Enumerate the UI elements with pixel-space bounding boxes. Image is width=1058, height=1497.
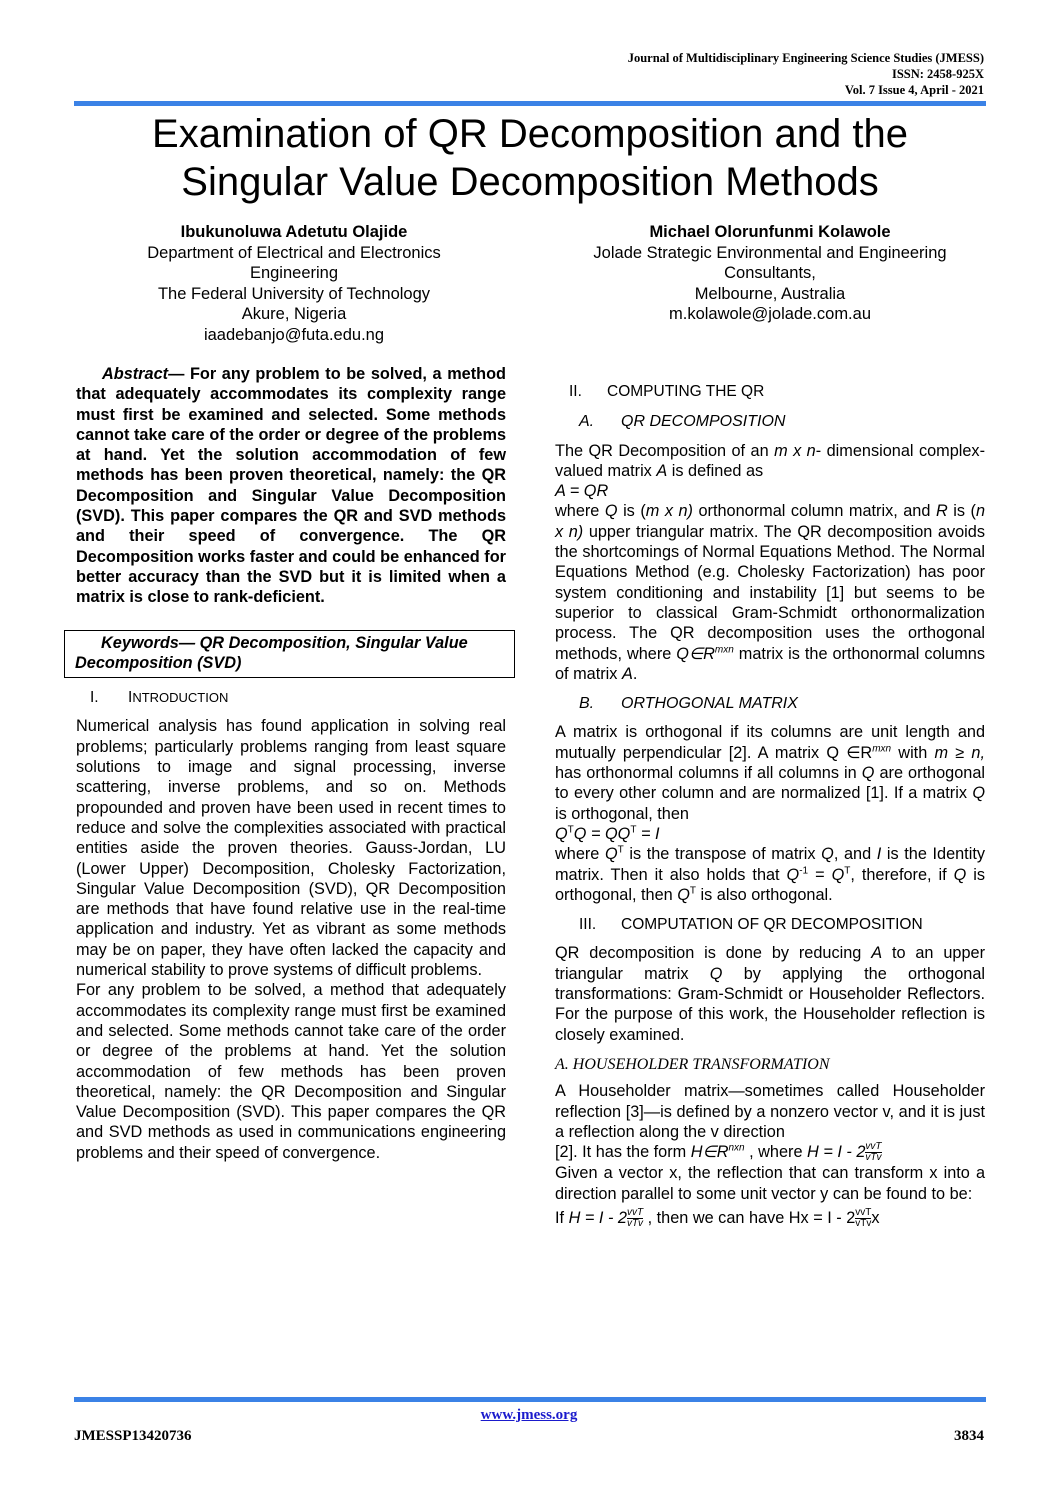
- text-run: x: [871, 1208, 880, 1227]
- fraction-numerator: vvT: [865, 1141, 882, 1153]
- qr-paragraph-1: [555, 441, 985, 482]
- text-run: If: [555, 1208, 569, 1227]
- section-title-initial: I: [128, 689, 133, 707]
- math-run: H = I - 2: [807, 1143, 866, 1162]
- qr-paragraph-2: [555, 501, 985, 684]
- text-run: is (: [947, 502, 976, 521]
- orthogonal-equation: $Q^TQ = QQ^T = I$: [555, 824, 660, 843]
- orthogonal-paragraph-1: [555, 722, 985, 823]
- text-run: is orthogonal, then: [555, 804, 689, 823]
- intro-paragraph-1: Numerical analysis has found application in solving real problems; particularly problems ranging from least square solutions to image and signal processing, inverse scattering, inverse problems, and so on. Methods propounded and proven have been used in recent times to reduce and solve the complexities associated with practical entities aside the proven theories. Gauss-Jordan, LU (Lower Upper) Decomposition, Cholesky Factorization, Singular Value Decomposition (SVD), QR Decomposition are methods that have found relative use in the real-time application and industry. Yet as vibrant as some methods may be on paper, they have often lacked the capacity and numerical stability to prove systems of difficult problems.: [76, 717, 506, 980]
- subsection-title: HOUSEHOLDER TRANSFORMATION: [572, 1055, 830, 1073]
- text-run: where: [555, 845, 605, 864]
- fraction-numerator: vvT: [855, 1207, 872, 1219]
- math-run: H = I - 2: [568, 1208, 627, 1227]
- subsection-heading-qr-decomposition: [555, 412, 985, 432]
- title-line-1: Examination of QR Decomposition and the: [152, 112, 908, 156]
- keywords-text: — QR Decomposition, Singular Value Decomposition (SVD): [75, 633, 468, 672]
- author-affiliation-line: The Federal University of Technology: [157, 284, 431, 303]
- math-run: R: [935, 502, 948, 521]
- footer-page-number: 3834: [954, 1428, 984, 1444]
- math-run: Q: [604, 845, 618, 864]
- subsection-heading-householder: [555, 1055, 985, 1075]
- text-run: [2]. It has the form: [555, 1143, 691, 1162]
- math-run: Q: [861, 764, 875, 783]
- householder-form-line: [555, 1142, 985, 1163]
- abstract: [76, 364, 506, 608]
- section-heading-computing-qr: [555, 382, 985, 402]
- math-run: Q∈R: [676, 644, 715, 663]
- qr-equation: [555, 481, 985, 501]
- math-run: m ≥ n,: [934, 743, 985, 762]
- subsection-number: A.: [579, 413, 595, 431]
- math-sup: T: [689, 885, 696, 897]
- fraction-denominator: vTv: [626, 1218, 644, 1230]
- text-run: QR decomposition is done by reducing: [555, 944, 872, 963]
- text-run: where: [555, 502, 605, 521]
- section-heading-computation-qr: [555, 915, 985, 935]
- section-title: COMPUTATION OF QR DECOMPOSITION: [621, 916, 923, 934]
- header-rule: [74, 101, 986, 106]
- author-affiliation-line: Department of Electrical and Electronics: [147, 243, 441, 262]
- math-sup: nxn: [728, 1142, 745, 1154]
- journal-name: Journal of Multidisciplinary Engineering Science Studies (JMESS): [627, 51, 984, 65]
- section-title-rest: NTRODUCTION: [132, 690, 229, 706]
- math-run: A = QR: [555, 482, 609, 501]
- math-run: Q: [953, 865, 967, 884]
- author-affiliation-line: Melbourne, Australia: [694, 284, 846, 303]
- math-run: Q: [709, 964, 723, 983]
- math-sup: T: [844, 865, 851, 877]
- math-sup: -1: [799, 865, 809, 877]
- left-column: [76, 364, 506, 1163]
- math-run: I: [876, 845, 882, 864]
- math-run: Q: [604, 502, 618, 521]
- text-run: is the Identity matrix. Then it also holds that: [555, 845, 985, 884]
- text-run: with: [891, 743, 935, 762]
- footer-url-link[interactable]: www.jmess.org: [480, 1407, 578, 1423]
- math-sup: mxn: [872, 743, 892, 755]
- section-number: I.: [90, 689, 99, 707]
- section-number: II.: [569, 383, 582, 400]
- text-run: is defined as: [667, 461, 764, 480]
- author-name: Ibukunoluwa Adetutu Olajide: [180, 223, 408, 241]
- math-run: A: [871, 944, 883, 963]
- math-run: A: [656, 461, 668, 480]
- author-email: iaadebanjo@futa.edu.ng: [203, 325, 385, 344]
- math-sup: mxn: [714, 644, 734, 656]
- text-run: upper triangular matrix. The QR decomposition avoids the shortcomings of Normal Equations Method. The Normal Equations Method (e.g. Cholesky Factorization) has poor system conditioning and instability [1] but seems to be superior to classical Gram-Schmidt orthonormalization process. The QR decomposition uses the orthogonal methods, where: [555, 522, 985, 663]
- text-run: , and: [833, 845, 877, 864]
- journal-volume: Vol. 7 Issue 4, April - 2021: [844, 83, 984, 97]
- text-run: - dimensional complex-valued matrix: [555, 441, 985, 480]
- author-block-1: [94, 222, 494, 345]
- math-run: n x n): [555, 502, 985, 541]
- householder-reflection-line: [555, 1208, 985, 1229]
- text-run: =: [808, 865, 832, 884]
- text-run: are orthogonal to every other column and are normalized [1]. If a matrix: [555, 764, 985, 803]
- fraction-numerator: vvT: [626, 1207, 644, 1219]
- text-run: is (: [617, 502, 646, 521]
- journal-issn: ISSN: 2458-925X: [891, 67, 984, 81]
- keywords-box: [64, 630, 515, 679]
- text-run: is the transpose of matrix: [623, 845, 822, 864]
- householder-paragraph-2: Given a vector x, the reflection that can transform x into a direction parallel to some unit vector y can be found to be:: [555, 1164, 985, 1203]
- text-run: to an upper triangular matrix: [555, 944, 985, 983]
- text-run: matrix is the orthonormal columns of matrix: [555, 644, 985, 683]
- subsection-title: QR DECOMPOSITION: [621, 413, 786, 431]
- footer-rule: [74, 1397, 986, 1402]
- fraction: [627, 1208, 643, 1229]
- text-run: , therefore, if: [850, 865, 954, 884]
- author-affiliation-line: Jolade Strategic Environmental and Engineering: [593, 243, 947, 262]
- paper-title: [74, 110, 986, 206]
- fraction-denominator: vTv: [865, 1152, 882, 1164]
- fraction: [855, 1208, 871, 1229]
- subsection-title: ORTHOGONAL MATRIX: [621, 695, 798, 713]
- math-sup: T: [630, 824, 637, 836]
- intro-paragraph-2: For any problem to be solved, a method that adequately accommodates its complexity range must first be examined and selected. Some methods cannot take care of the order or degree of the problems at hand. Yet the solution accommodation of few methods has been proven theoretical, namely: the QR Decomposition and Singular Value Decomposition (SVD). This paper compares the QR and SVD methods as used in communications engineering problems and their speed of convergence.: [76, 981, 506, 1162]
- author-affiliation-line: Engineering: [249, 264, 339, 282]
- text-run: , then we can have Hx = I - 2: [643, 1208, 856, 1227]
- fraction: [865, 1142, 881, 1163]
- fraction-denominator: vTv: [855, 1218, 872, 1230]
- right-column: [555, 372, 985, 1229]
- author-block-2: [570, 222, 970, 325]
- author-affiliation-line: Consultants,: [724, 264, 816, 282]
- math-run: Q: [821, 845, 834, 864]
- text-run: is also orthogonal.: [696, 885, 833, 904]
- math-sup: T: [567, 824, 574, 836]
- math-sup: T: [617, 844, 624, 856]
- subsection-number: A.: [555, 1055, 569, 1073]
- text-run: has orthonormal columns if all columns in: [555, 764, 862, 783]
- author-email: m.kolawole@jolade.com.au: [668, 305, 871, 323]
- orthogonal-paragraph-2: where $Q^T$ is the transpose of matrix Q, and I is the Identity matrix. Then it also holds that $Q^{-1} = Q^T$, therefore, if Q is orthogonal, then $Q^T$ is also orthogonal.: [555, 844, 986, 904]
- math-run: A: [621, 664, 633, 683]
- text-run: A matrix is orthogonal if its columns are unit length and mutually perpendicular [2]. A matrix Q ∈R: [555, 723, 985, 762]
- section-title: COMPUTING THE QR: [607, 383, 765, 400]
- text-run: , where: [744, 1143, 808, 1162]
- text-run: orthonormal column matrix, and: [692, 502, 936, 521]
- keywords-lead: Keywords: [101, 633, 179, 652]
- math-run: m x n: [774, 441, 816, 460]
- title-line-2: Singular Value Decomposition Methods: [181, 160, 879, 204]
- footer-paper-id: JMESSP13420736: [74, 1428, 192, 1444]
- math-run: H∈R: [690, 1143, 729, 1162]
- subsection-heading-orthogonal-matrix: [555, 694, 985, 714]
- computation-paragraph: [555, 943, 985, 1044]
- text-run: by applying the orthogonal transformations: Gram-Schmidt or Householder Reflectors. For the purpose of this work, the Householder reflection is closely examined.: [555, 964, 985, 1044]
- journal-header: [628, 50, 984, 98]
- text-run: The QR Decomposition of an: [555, 441, 775, 460]
- abstract-lead: Abstract: [102, 365, 169, 383]
- author-affiliation-line: Akure, Nigeria: [241, 305, 347, 323]
- subsection-number: B.: [579, 695, 595, 713]
- section-number: III.: [579, 916, 597, 934]
- text-run: is orthogonal, then: [555, 865, 986, 904]
- math-run: m x n): [645, 502, 693, 521]
- abstract-text: — For any problem to be solved, a method that adequately accommodates its complexity range must first be examined and selected. Some methods cannot take care of the order or degree of the problems at hand. Yet the solution accommodation of few methods has been proven theoretical, namely: the QR Decomposition and Singular Value Decomposition (SVD). This paper compares the QR and SVD methods and their speed of convergence. The QR Decomposition works faster and could be enhanced for better accuracy than the SVD but it is limited when a matrix is close to rank-deficient.: [76, 365, 506, 607]
- author-name: Michael Olorunfunmi Kolawole: [649, 223, 891, 241]
- text-run: .: [632, 664, 638, 683]
- math-run: Q: [972, 784, 985, 803]
- householder-paragraph-1: A Householder matrix—sometimes called Householder reflection [3]—is defined by a nonzero vector v, and it is just a reflection along the v direction: [555, 1082, 985, 1141]
- section-heading-introduction: [76, 688, 506, 708]
